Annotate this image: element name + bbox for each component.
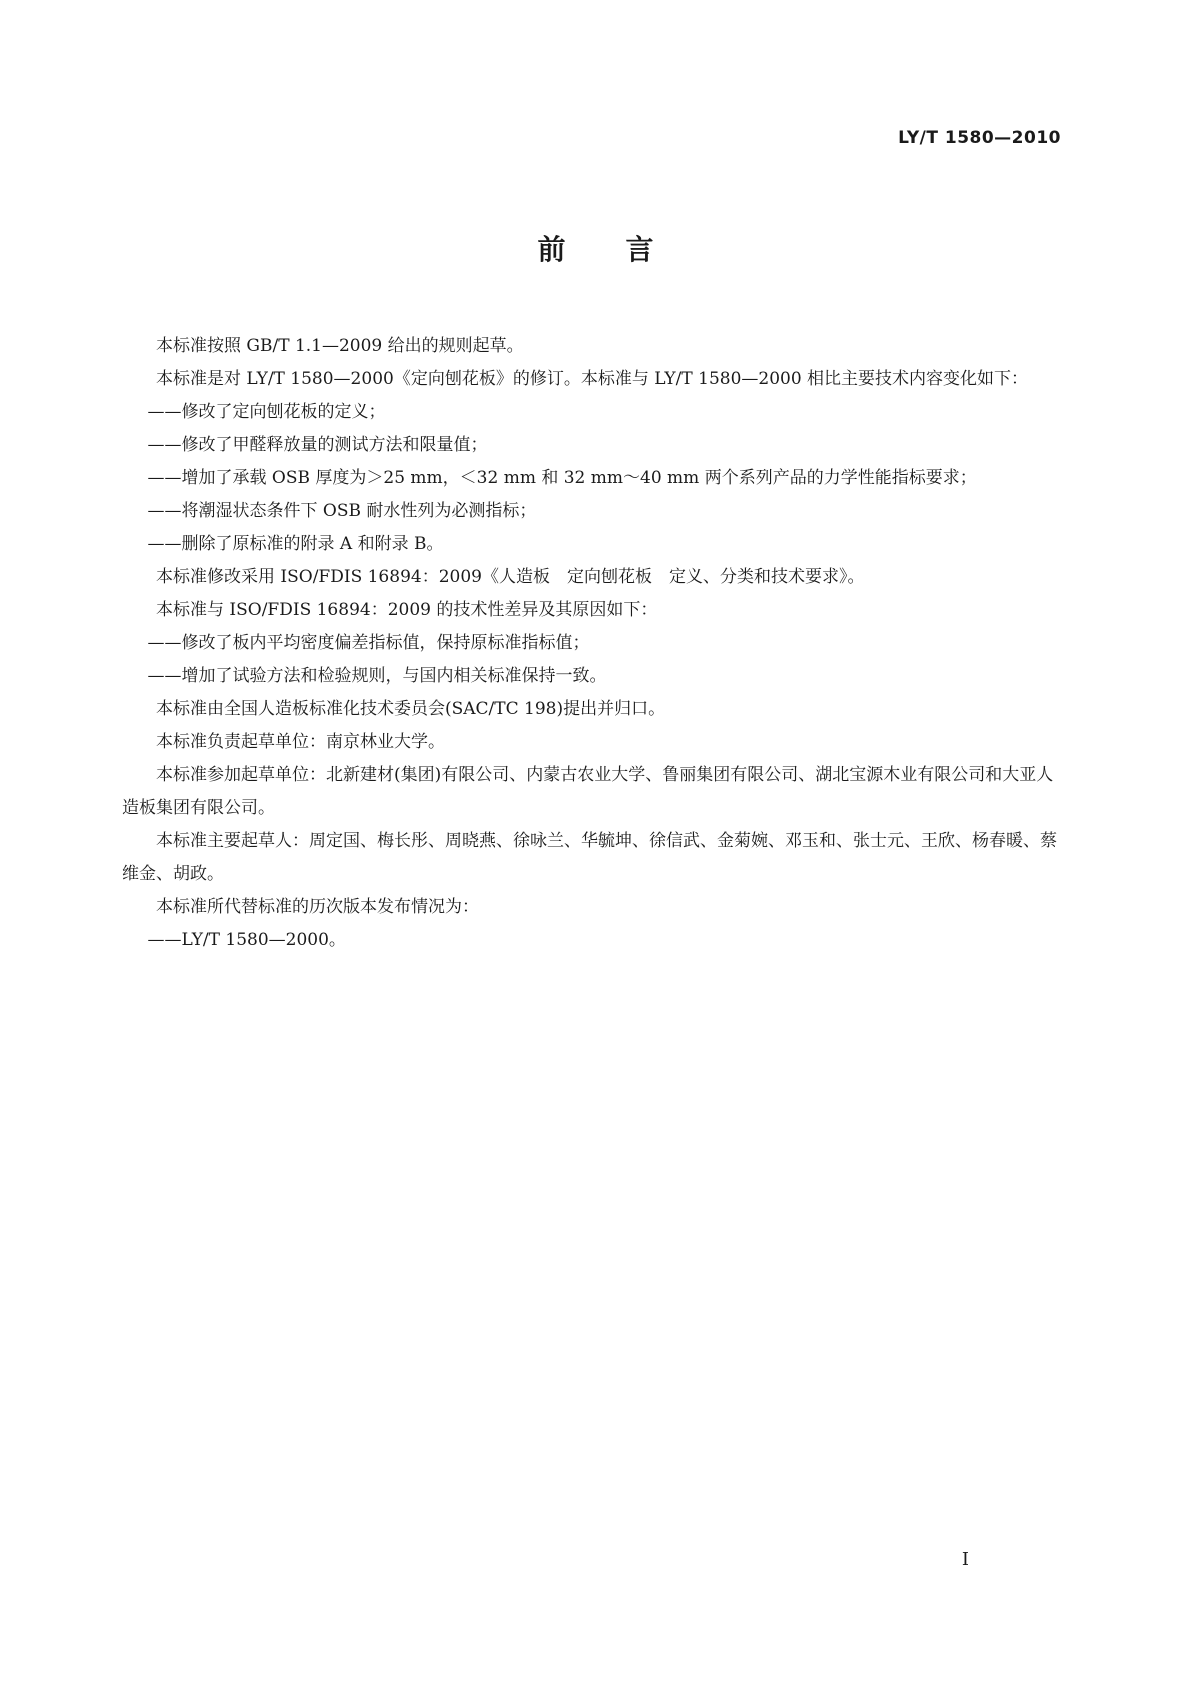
- paragraph: 本标准与 ISO/FDIS 16894：2009 的技术性差异及其原因如下：: [156, 600, 658, 620]
- list-item: ——增加了试验方法和检验规则，与国内相关标准保持一致。: [147, 666, 607, 686]
- list-item: ——LY/T 1580—2000。: [147, 930, 346, 950]
- paragraph: 本标准按照 GB/T 1.1—2009 给出的规则起草。: [156, 336, 524, 356]
- paragraph: 本标准参加起草单位：北新建材(集团)有限公司、内蒙古农业大学、鲁丽集团有限公司、湖北宝源木业有限公司和大亚人造板集团有限公司。: [122, 765, 1054, 818]
- list-item: ——修改了定向刨花板的定义；: [147, 402, 386, 422]
- paragraph: 本标准由全国人造板标准化技术委员会(SAC/TC 198)提出并归口。: [156, 699, 666, 719]
- page-number: I: [961, 1549, 969, 1570]
- paragraph: 本标准是对 LY/T 1580—2000《定向刨花板》的修订。本标准与 LY/T 1580—2000 相比主要技术内容变化如下：: [156, 369, 1029, 389]
- list-item: ——将潮湿状态条件下 OSB 耐水性列为必测指标；: [147, 501, 537, 521]
- list-item: ——增加了承载 OSB 厚度为＞25 mm，＜32 mm 和 32 mm～40 mm 两个系列产品的力学性能指标要求；: [147, 468, 977, 488]
- paragraph: 本标准修改采用 ISO/FDIS 16894：2009《人造板 定向刨花板 定义、分类和技术要求》。: [156, 567, 865, 587]
- page-title: 前言: [537, 233, 714, 266]
- list-item: ——删除了原标准的附录 A 和附录 B。: [147, 534, 444, 554]
- standard-code: LY/T 1580—2010: [898, 128, 1061, 148]
- paragraph: 本标准所代替标准的历次版本发布情况为：: [156, 897, 479, 917]
- paragraph: 本标准负责起草单位：南京林业大学。: [156, 732, 445, 752]
- list-item: ——修改了甲醛释放量的测试方法和限量值；: [147, 435, 488, 455]
- document-body: [122, 330, 1062, 957]
- paragraph: 本标准主要起草人：周定国、梅长彤、周晓燕、徐咏兰、华毓坤、徐信武、金菊婉、邓玉和、张士元、王欣、杨春暖、蔡维金、胡政。: [122, 831, 1057, 884]
- list-item: ——修改了板内平均密度偏差指标值，保持原标准指标值；: [147, 633, 590, 653]
